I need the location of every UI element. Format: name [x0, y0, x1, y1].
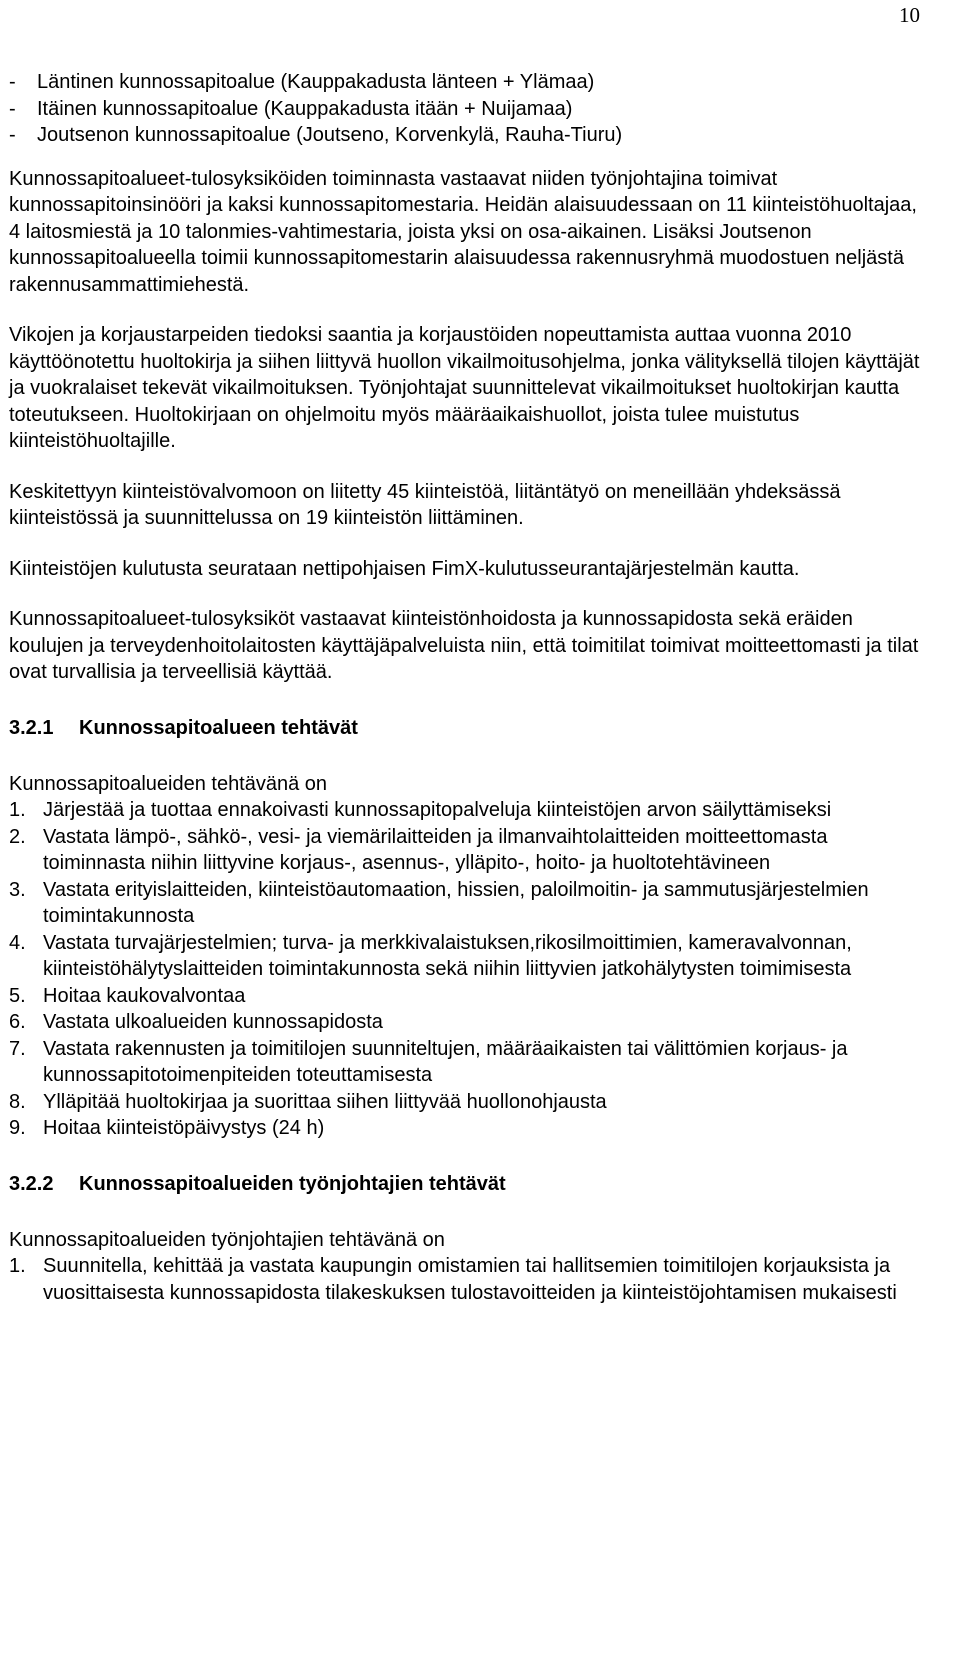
list-item	[9, 1009, 929, 1036]
section-intro: Kunnossapitoalueiden tehtävänä on	[9, 772, 328, 795]
section-number: 3.2.2	[9, 1172, 54, 1195]
item-number: 1.	[9, 799, 26, 821]
task-list	[9, 1253, 929, 1306]
page-number: 10	[899, 3, 920, 27]
list-item	[9, 96, 929, 123]
paragraph: Kunnossapitoalueet-tulosyksiköiden toiminnasta vastaavat niiden työnjohtajina toimivat kunnossapitoinsinööri ja kaksi kunnossapitomestaria. Heidän alaisuudessaan on 11 kiinteistöhuoltajaa, 4 laitosmiestä ja 10 talonmies-vahtimestaria, joista yksi on osa-aikainen. Lisäksi Joutsenon kunnossapitoalueella toimii kunnossapitomestarin alaisuudessa rakennusryhmä muodostuen neljästä rakennusammattimiehestä.	[9, 167, 917, 296]
list-item	[9, 824, 929, 877]
item-text: Vastata rakennusten ja toimitilojen suunniteltujen, määräaikaisten tai välittömien korjaus- ja kunnossapitotoimenpiteiden toteuttamisesta	[43, 1037, 848, 1086]
item-text: Vastata erityislaitteiden, kiinteistöautomaation, hissien, paloilmoitin- ja sammutusjärjestelmien toimintakunnosta	[43, 878, 869, 927]
item-number: 4.	[9, 931, 26, 954]
section-title: Kunnossapitoalueiden työnjohtajien tehtävät	[79, 1172, 506, 1195]
list-item	[9, 983, 929, 1010]
task-list	[9, 797, 929, 1142]
item-text: Vastata lämpö-, sähkö-, vesi- ja viemärilaitteiden ja ilmanvaihtolaitteiden moitteettomasta toiminnasta niihin liittyvine korjaus-, asennus-, ylläpito-, hoito- ja huoltotehtävineen	[43, 825, 828, 874]
paragraph: Keskitettyyn kiinteistövalvomoon on liitetty 45 kiinteistöä, liitäntätyö on meneillään yhdeksässä kiinteistössä ja suunnittelussa on 19 kiinteistön liittäminen.	[9, 480, 841, 529]
item-text: Järjestää ja tuottaa ennakoivasti kunnossapitopalveluja kiinteistöjen arvon säilyttämiseksi	[43, 799, 832, 821]
item-text: Suunnitella, kehittää ja vastata kaupungin omistamien tai hallitsemien toimitilojen korjauksista ja vuosittaisesta kunnossapidosta tilakeskuksen tulostavoitteiden ja kiinteistöjohtamisen mukaisesti	[43, 1255, 897, 1304]
item-number: 9.	[9, 1117, 26, 1139]
dash-marker: -	[9, 97, 16, 120]
document-body	[9, 69, 929, 1306]
list-item-text: Joutsenon kunnossapitoalue (Joutseno, Korvenkylä, Rauha-Tiuru)	[37, 124, 623, 146]
list-item	[9, 1115, 929, 1142]
paragraph: Vikojen ja korjaustarpeiden tiedoksi saantia ja korjaustöiden nopeuttamista auttaa vuonna 2010 käyttöönotettu huoltokirja ja siihen liittyvä huollon vikailmoitusohjelma, jonka välityksellä tilojen käyttäjät ja vuokralaiset tekevät vikailmoituksen. Työnjohtajat suunnittelevat vikailmoitukset huoltokirjan kautta toteutukseen. Huoltokirjaan on ohjelmoitu myös määräaikaishuollot, joista tulee muistutus kiinteistöhuoltajille.	[9, 324, 920, 452]
item-number: 1.	[9, 1255, 26, 1277]
item-number: 5.	[9, 984, 26, 1007]
item-number: 3.	[9, 878, 26, 901]
item-text: Vastata turvajärjestelmien; turva- ja merkkivalaistuksen,rikosilmoittimien, kameravalvonnan, kiinteistöhälytyslaitteiden toimintakunnosta sekä niihin liittyvien jatkohälytysten toimimisesta	[43, 931, 852, 980]
item-text: Hoitaa kiinteistöpäivystys (24 h)	[43, 1117, 325, 1139]
section-title: Kunnossapitoalueen tehtävät	[79, 716, 358, 739]
item-text: Ylläpitää huoltokirjaa ja suorittaa siihen liittyvää huollonohjausta	[43, 1090, 607, 1113]
section-intro: Kunnossapitoalueiden työnjohtajien tehtävänä on	[9, 1228, 445, 1251]
item-text: Hoitaa kaukovalvontaa	[43, 984, 246, 1007]
area-list	[9, 69, 929, 149]
list-item	[9, 1036, 929, 1089]
list-item	[9, 877, 929, 930]
item-number: 2.	[9, 825, 26, 848]
list-item	[9, 69, 929, 96]
list-item-text: Läntinen kunnossapitoalue (Kauppakadusta länteen + Ylämaa)	[37, 71, 595, 93]
list-item	[9, 930, 929, 983]
list-item-text: Itäinen kunnossapitoalue (Kauppakadusta itään + Nuijamaa)	[37, 97, 573, 120]
item-number: 8.	[9, 1090, 26, 1113]
item-number: 7.	[9, 1037, 26, 1060]
paragraph: Kiinteistöjen kulutusta seurataan nettipohjaisen FimX-kulutusseurantajärjestelmän kautta.	[9, 557, 800, 580]
item-number: 6.	[9, 1011, 26, 1033]
paragraph: Kunnossapitoalueet-tulosyksiköt vastaavat kiinteistönhoidosta ja kunnossapidosta sekä eräiden koulujen ja terveydenhoitolaitosten käyttäjäpalveluista niin, että toimitilat toimivat moitteettomasti ja tilat ovat turvallisia ja terveellisiä käyttää.	[9, 608, 919, 683]
dash-marker: -	[9, 71, 16, 93]
list-item	[9, 797, 929, 824]
section-number: 3.2.1	[9, 716, 54, 739]
item-text: Vastata ulkoalueiden kunnossapidosta	[43, 1011, 383, 1033]
list-item	[9, 1253, 929, 1306]
section-heading	[9, 1171, 929, 1197]
list-item	[9, 1089, 929, 1116]
dash-marker: -	[9, 124, 16, 146]
list-item	[9, 122, 929, 149]
section-heading	[9, 715, 929, 741]
